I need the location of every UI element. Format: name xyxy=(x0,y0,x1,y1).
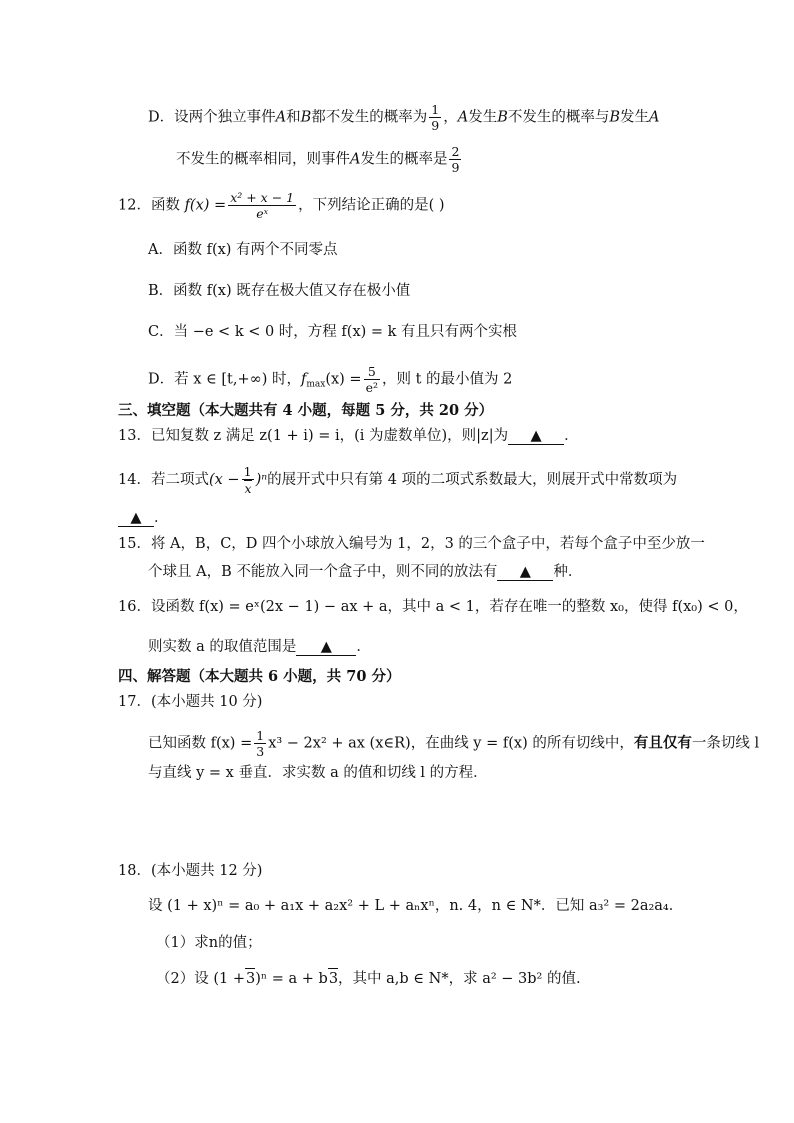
q12-option-d: D．若 x ∈ [t,+∞) 时，$f_{max}(x)$ = $\frac{5}{\text{e²}}$ ，则 t 的最小值为 2 xyxy=(148,364,513,395)
q15-line1: 15．将 A，B，C，D 四个小球放入编号为 1，2，3 的三个盒子中，若每个盒子中至少放一 xyxy=(118,536,705,552)
q11-option-d-label: D． xyxy=(148,109,175,126)
q13-answer-blank: ▲ xyxy=(508,428,564,445)
q15-line2: 个球且 A，B 不能放入同一个盒子中，则不同的放法有 ▲ 种． xyxy=(148,564,583,580)
sqrt-icon: 3 xyxy=(245,968,255,989)
q11-option-d-line2: 不发生的概率相同，则事件A发生的概率是 $\frac{2}{9}$ xyxy=(176,144,460,175)
q17-line2: 与直线 y = x 垂直．求实数 a 的值和切线 l 的方程． xyxy=(148,765,488,781)
q14-binomial-fraction: $\frac{1}{x}$ xyxy=(242,464,254,496)
q12-stem: 12．函数 f(x) = $\frac{\text{x² + x − 1}}{\text{eˣ}}$ ，下列结论正确的是( ) xyxy=(118,190,445,221)
q12-function-fraction: $\frac{\text{x² + x − 1}}{\text{eˣ}}$ xyxy=(230,190,295,221)
q12-option-a: A．函数 f(x) 有两个不同零点 xyxy=(148,242,338,258)
q16-line2: 则实数 a 的取值范围是 ▲ ． xyxy=(148,639,371,655)
q11-fraction-one-ninth: $\frac{1}{9}$ xyxy=(431,102,440,133)
q12-option-d-fraction: $\frac{5}{\text{e²}}$ xyxy=(365,364,378,395)
q14-line2: ▲ ． xyxy=(118,508,169,528)
section-3-title: 三、填空题（本大题共有 4 小题，每题 5 分，共 20 分） xyxy=(118,402,494,419)
q14-answer-blank: ▲ xyxy=(118,510,154,527)
q17-line1: 已知函数 f(x) = $\frac{1}{3}$ x³ − 2x² + ax (x∈R)，在曲线 y = f(x) 的所有切线中，有且仅有一条切线 l xyxy=(148,728,760,759)
q11-fraction-two-ninths: $\frac{2}{9}$ xyxy=(451,144,460,175)
q14-line1: 14．若二项式(x − $\frac{1}{x}$ )ⁿ的展开式中只有第 4 项的二项式系数最大，则展开式中常数项为 xyxy=(118,464,678,496)
q12-option-b: B．函数 f(x) 既存在极大值又存在极小值 xyxy=(148,283,411,299)
q18-subquestion-1: （1）求n的值； xyxy=(156,935,262,951)
q17-fraction-one-third: $\frac{1}{3}$ xyxy=(256,728,265,759)
q18-line1: 设 (1 + x)ⁿ = a₀ + a₁x + a₂x² + L + aₙxⁿ，n. 4，n ∈ N*．已知 a₃² = 2a₂a₄． xyxy=(148,898,684,914)
sqrt-icon: x xyxy=(244,481,252,496)
q12-option-c: C．当 −e < k < 0 时，方程 f(x) = k 有且只有两个实根 xyxy=(148,324,518,340)
q15-answer-blank: ▲ xyxy=(497,564,553,581)
q11-option-d-line1: D．设两个独立事件A和B都不发生的概率为 $\frac{1}{9}$ ，A发生B不发生的概率与B发生A xyxy=(148,102,660,133)
q13: 13．已知复数 z 满足 z(1 + i) = i，(i 为虚数单位)，则|z|为 ▲ ． xyxy=(118,428,579,444)
q16-answer-blank: ▲ xyxy=(296,639,356,656)
q17-header: 17．(本小题共 10 分) xyxy=(118,694,263,710)
q18-subquestion-2: （2）设 (1 +3)ⁿ = a + b3，其中 a,b ∈ N*，求 a² − 3b² 的值. xyxy=(156,968,581,989)
sqrt-icon: 3 xyxy=(328,968,338,989)
q12-number: 12． xyxy=(118,197,151,214)
q16-line1: 16．设函数 f(x) = eˣ(2x − 1) − ax + a，其中 a < 1，若存在唯一的整数 x₀，使得 f(x₀) < 0， xyxy=(118,599,748,615)
section-4-title: 四、解答题（本大题共 6 小题，共 70 分） xyxy=(118,668,401,685)
q18-header: 18．(本小题共 12 分) xyxy=(118,863,263,879)
